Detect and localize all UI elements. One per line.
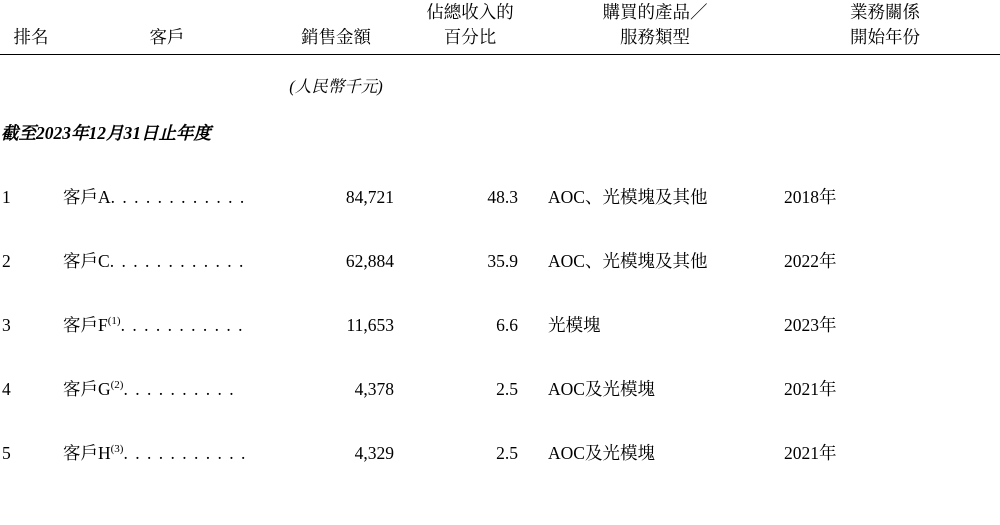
table-row — [0, 402, 1000, 466]
row-rank: 1 — [2, 186, 11, 207]
header-relation-line1: 業務關係 — [850, 2, 920, 22]
row-customer-name: 客戶G — [63, 378, 111, 399]
header-customer: 客戶 — [149, 27, 185, 48]
unit-spacer-2 — [62, 55, 272, 98]
row-rank: 2 — [2, 250, 11, 271]
row-leader-dots: . . . . . . . . . . . — [120, 314, 244, 335]
row-rank: 3 — [2, 314, 11, 335]
row-amount: 4,378 — [354, 378, 394, 399]
row-percent: 2.5 — [496, 378, 518, 399]
row-relation-year: 2018年 — [784, 186, 837, 207]
table-row — [0, 210, 1000, 274]
header-percent-line2: 百分比 — [443, 27, 497, 48]
row-customer — [62, 274, 272, 338]
unit-note: (人民幣千元) — [289, 76, 383, 96]
row-percent: 6.6 — [496, 314, 518, 335]
row-customer-name: 客戶A — [63, 186, 111, 207]
row-customer — [62, 210, 272, 274]
row-footnote-marker: (2) — [110, 378, 124, 391]
row-percent: 35.9 — [487, 250, 518, 271]
row-rank: 5 — [2, 442, 11, 463]
row-leader-dots: . . . . . . . . . . . — [123, 442, 247, 463]
row-percent: 48.3 — [487, 186, 518, 207]
period-label: 截至2023年12月31日止年度 — [1, 122, 211, 143]
header-amount: 銷售金額 — [301, 27, 371, 48]
header-rank: 排名 — [13, 27, 49, 48]
header-percent — [400, 0, 540, 54]
row-percent: 2.5 — [496, 442, 518, 463]
row-footnote-marker: (3) — [110, 442, 124, 455]
header-percent-line1: 佔總收入的 — [426, 2, 514, 22]
header-relation-line2: 開始年份 — [850, 27, 920, 48]
row-amount: 11,653 — [346, 314, 394, 335]
table-row — [0, 274, 1000, 338]
row-rank: 4 — [2, 378, 11, 399]
table-header-row — [0, 0, 1000, 54]
unit-spacer-5 — [540, 55, 770, 98]
row-relation-year: 2021年 — [784, 378, 837, 399]
row-customer-name: 客戶H — [63, 442, 111, 463]
row-product: 光模塊 — [548, 314, 601, 335]
row-product: AOC、光模塊及其他 — [548, 186, 708, 207]
table-row — [0, 338, 1000, 402]
row-customer-name: 客戶F — [63, 314, 108, 335]
header-product-line1: 購買的產品／ — [602, 2, 708, 22]
row-customer — [62, 338, 272, 402]
row-relation-year: 2022年 — [784, 250, 837, 271]
row-product: AOC、光模塊及其他 — [548, 250, 708, 271]
unit-note-row — [0, 55, 1000, 98]
row-footnote-marker: (1) — [107, 314, 121, 327]
row-product: AOC及光模塊 — [548, 378, 655, 399]
table-row — [0, 146, 1000, 210]
unit-spacer-6 — [770, 55, 1000, 98]
row-product: AOC及光模塊 — [548, 442, 655, 463]
row-customer — [62, 402, 272, 466]
row-amount: 4,329 — [354, 442, 394, 463]
row-leader-dots: . . . . . . . . . . — [123, 378, 236, 399]
header-product-line2: 服務類型 — [620, 27, 690, 48]
unit-spacer-4 — [400, 55, 540, 98]
row-amount: 84,721 — [345, 186, 394, 207]
period-label-row — [0, 98, 1000, 146]
row-customer-name: 客戶C — [63, 250, 110, 271]
row-relation-year: 2023年 — [784, 314, 837, 335]
row-leader-dots: . . . . . . . . . . . . — [110, 186, 246, 207]
header-relation — [770, 0, 1000, 54]
row-relation-year: 2021年 — [784, 442, 837, 463]
row-leader-dots: . . . . . . . . . . . . — [109, 250, 245, 271]
row-customer — [62, 146, 272, 210]
header-product — [540, 0, 770, 54]
row-amount: 62,884 — [345, 250, 394, 271]
unit-spacer-1 — [0, 55, 62, 98]
